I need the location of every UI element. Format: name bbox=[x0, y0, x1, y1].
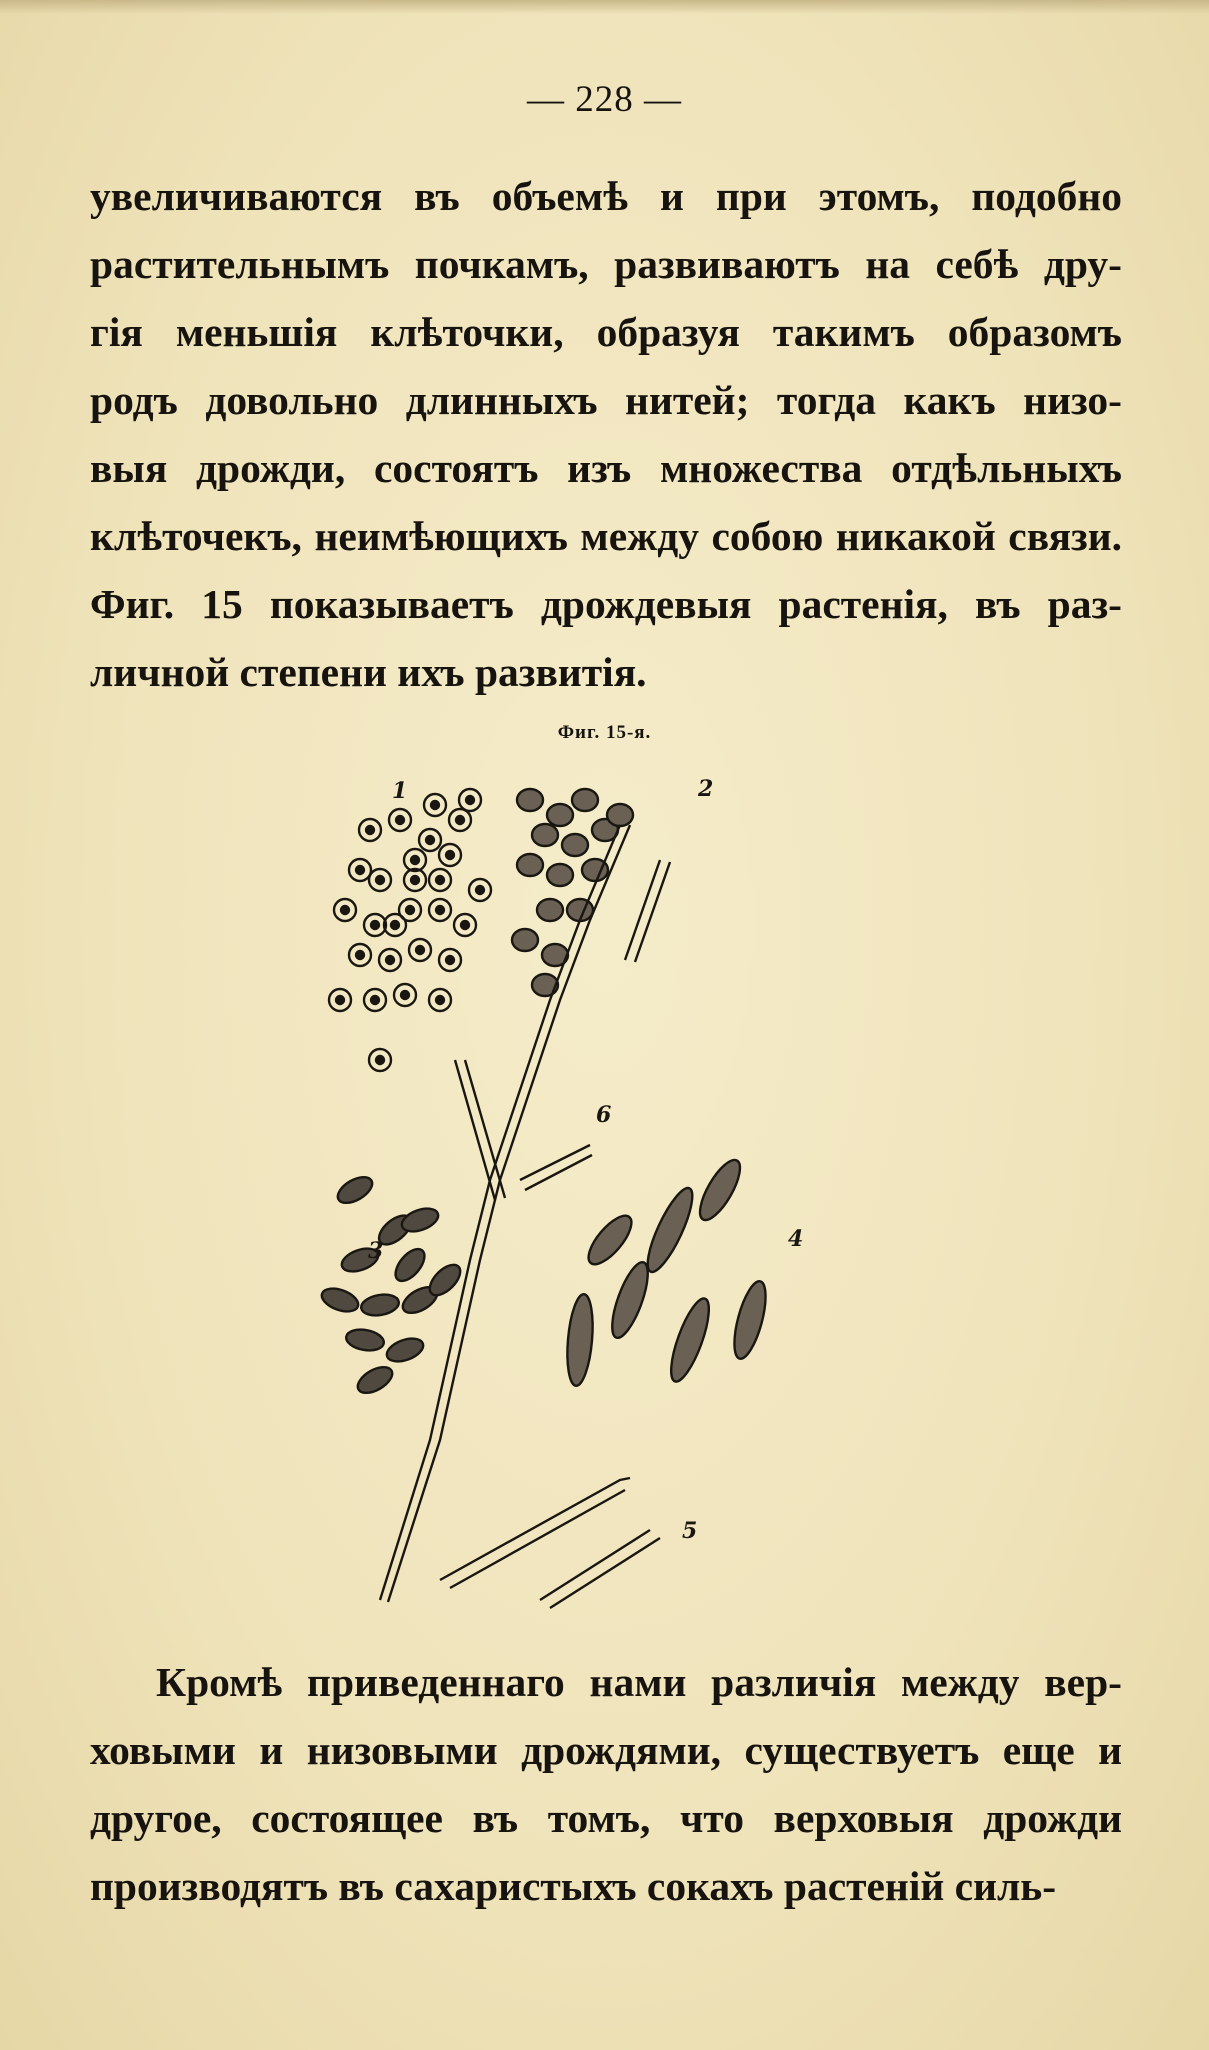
elongated-yeast-cell bbox=[664, 1295, 717, 1386]
yeast-filament-5b bbox=[540, 1530, 660, 1608]
oval-yeast-cell bbox=[360, 1292, 401, 1318]
cell-nucleus bbox=[446, 956, 454, 964]
text-line: Кромѣ приведеннаго нами различія между вер- bbox=[156, 1659, 1122, 1705]
text-line: ховыми и низовыми дрождями, существуетъ еще и bbox=[90, 1727, 1122, 1773]
cell-nucleus bbox=[436, 996, 444, 1004]
oval-yeast-cell bbox=[354, 1362, 397, 1398]
text-line: Фиг. 15 показываетъ дрождевыя растенія, въ раз- bbox=[90, 581, 1122, 627]
speckled-yeast-cell bbox=[547, 864, 573, 886]
cell-nucleus bbox=[336, 996, 344, 1004]
paragraph-bottom bbox=[90, 1648, 1122, 1920]
speckled-yeast-cell bbox=[532, 974, 558, 996]
cell-nucleus bbox=[391, 921, 399, 929]
yeast-illustration bbox=[320, 760, 880, 1640]
text-line: выя дрожди, состоятъ изъ множества отдѣльныхъ bbox=[90, 445, 1122, 491]
cell-nucleus bbox=[396, 816, 404, 824]
text-line: производятъ въ сахаристыхъ сокахъ растеній силь- bbox=[90, 1863, 1057, 1909]
cell-nucleus bbox=[426, 836, 434, 844]
cell-nucleus bbox=[406, 906, 414, 914]
yeast-illustration-drawing bbox=[320, 760, 880, 1640]
cell-nucleus bbox=[411, 876, 419, 884]
oval-yeast-cell bbox=[334, 1172, 377, 1208]
cell-nucleus bbox=[366, 826, 374, 834]
cell-nucleus bbox=[446, 851, 454, 859]
speckled-yeast-cell bbox=[537, 899, 563, 921]
text-line: увеличиваются въ объемѣ и при этомъ, подобно bbox=[90, 173, 1122, 219]
cell-nucleus bbox=[466, 796, 474, 804]
speckled-yeast-cell bbox=[562, 834, 588, 856]
cell-nucleus bbox=[386, 956, 394, 964]
cell-nucleus bbox=[431, 801, 439, 809]
cell-nucleus bbox=[371, 921, 379, 929]
cell-nucleus bbox=[476, 886, 484, 894]
text-line: клѣточекъ, неимѣющихъ между собою никакой связи. bbox=[90, 513, 1122, 559]
speckled-yeast-cell bbox=[607, 804, 633, 826]
page-number: — 228 — bbox=[527, 79, 682, 120]
oval-yeast-cell bbox=[320, 1284, 361, 1316]
text-line: родъ довольно длинныхъ нитей; тогда какъ низо- bbox=[90, 377, 1122, 423]
elongated-yeast-cell bbox=[582, 1209, 639, 1270]
page-top-edge bbox=[0, 0, 1209, 14]
cell-nucleus bbox=[356, 866, 364, 874]
cell-nucleus bbox=[401, 991, 409, 999]
speckled-yeast-cell bbox=[572, 789, 598, 811]
figure-caption: Фиг. 15-я. bbox=[557, 722, 652, 743]
figure-label-5: 5 bbox=[682, 1518, 698, 1544]
oval-yeast-cell bbox=[399, 1204, 442, 1236]
yeast-side-cell bbox=[625, 860, 670, 962]
cell-nucleus bbox=[436, 906, 444, 914]
oval-yeast-cell bbox=[390, 1244, 430, 1286]
yeast-filament-branch bbox=[455, 1060, 505, 1200]
cell-nucleus bbox=[376, 1056, 384, 1064]
oval-yeast-cell bbox=[345, 1327, 386, 1353]
text-line: другое, состоящее въ томъ, что верховыя дрожди bbox=[90, 1795, 1122, 1841]
figure-label-1: 1 bbox=[392, 778, 408, 804]
oval-yeast-cell bbox=[384, 1334, 427, 1366]
speckled-yeast-cell bbox=[532, 824, 558, 846]
figure-label-3: 3 bbox=[368, 1238, 384, 1264]
cell-nucleus bbox=[376, 876, 384, 884]
cell-nucleus bbox=[456, 816, 464, 824]
elongated-yeast-cell bbox=[605, 1258, 655, 1341]
elongated-yeast-cell bbox=[693, 1155, 748, 1226]
elongated-yeast-cell bbox=[564, 1293, 596, 1387]
speckled-yeast-cell bbox=[517, 789, 543, 811]
figure-label-4: 4 bbox=[788, 1226, 804, 1252]
speckled-yeast-cell bbox=[512, 929, 538, 951]
cell-nucleus bbox=[371, 996, 379, 1004]
cell-nucleus bbox=[461, 921, 469, 929]
yeast-filament-side bbox=[520, 1145, 592, 1190]
cell-nucleus bbox=[341, 906, 349, 914]
text-line: личной степени ихъ развитія. bbox=[90, 649, 647, 695]
paragraph-top bbox=[90, 162, 1122, 706]
elongated-yeast-cell bbox=[728, 1278, 772, 1361]
elongated-yeast-cell bbox=[640, 1183, 701, 1277]
yeast-filament-5a bbox=[440, 1478, 630, 1588]
speckled-yeast-cell bbox=[547, 804, 573, 826]
figure-label-6: 6 bbox=[596, 1102, 612, 1128]
text-line: растительнымъ почкамъ, развиваютъ на себѣ дру- bbox=[90, 241, 1122, 287]
cell-nucleus bbox=[436, 876, 444, 884]
figure-label-2: 2 bbox=[698, 776, 714, 802]
cell-nucleus bbox=[356, 951, 364, 959]
cell-nucleus bbox=[411, 856, 419, 864]
text-line: гія меньшія клѣточки, образуя такимъ образомъ bbox=[90, 309, 1122, 355]
speckled-yeast-cell bbox=[517, 854, 543, 876]
cell-nucleus bbox=[416, 946, 424, 954]
